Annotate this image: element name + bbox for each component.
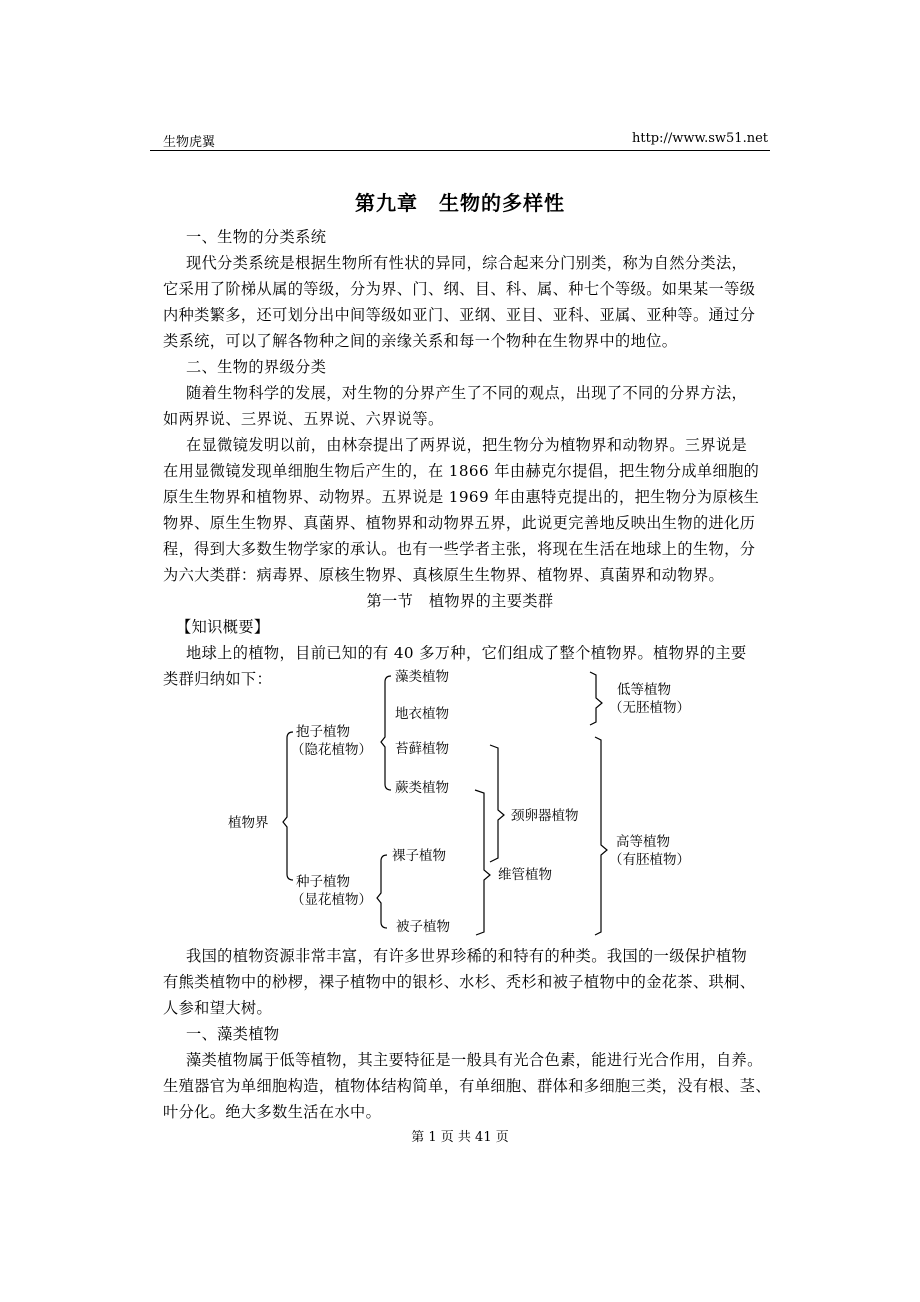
- node-vascular: 维管植物: [498, 867, 552, 883]
- text-line: 现代分类系统是根据生物所有性状的异同，综合起来分门别类，称为自然分类法，: [186, 254, 748, 272]
- text-line: 原生生物界和植物界、动物界。五界说是 1969 年由惠特克提出的，把生物分为原核生: [163, 488, 760, 506]
- bracket-archegoniate: [490, 745, 504, 862]
- node-archegoniate: 颈卵器植物: [511, 808, 579, 824]
- text-line: 有熊类植物中的桫椤，裸子植物中的银杉、水杉、秃杉和被子植物中的金花茶、珙桐、: [163, 973, 756, 991]
- page-footer: 第 1 页 共 41 页: [411, 1130, 509, 1145]
- text-line: 二、生物的界级分类: [186, 358, 327, 376]
- text-line: 生殖器官为单细胞构造，植物体结构简单，有单细胞、群体和多细胞三类，没有根、茎、: [163, 1077, 771, 1095]
- node-spore-plants: 抱子植物: [296, 724, 350, 740]
- brace-seed: [377, 855, 387, 928]
- text-line: 第一节 植物界的主要类群: [366, 592, 554, 610]
- brace-spore: [381, 676, 391, 790]
- node-higher-plants-alt: （有胚植物）: [609, 852, 690, 868]
- text-line: 物界、原生生物界、真菌界、植物界和动物界五界，此说更完善地反映出生物的进化历: [163, 514, 756, 532]
- text-line: 人参和望大树。: [163, 999, 273, 1017]
- text-line: 【知识概要】: [176, 618, 270, 636]
- node-spore-plants-alt: （隐花植物）: [291, 742, 372, 758]
- text-line: 藻类植物属于低等植物，其主要特征是一般具有光合色素，能进行光合作用，自养。: [186, 1051, 763, 1069]
- text-line: 在用显微镜发现单细胞生物后产生的，在 1866 年由赫克尔提倡，把生物分成单细胞的: [163, 462, 760, 480]
- text-line: 一、藻类植物: [186, 1025, 280, 1043]
- node-lichen: 地衣植物: [395, 706, 449, 722]
- text-line: 它采用了阶梯从属的等级，分为界、门、纲、目、科、属、种七个等级。如果某一等级: [163, 280, 756, 298]
- text-line: 如两界说、三界说、五界说、六界说等。: [163, 410, 444, 428]
- header-site-name: 生物虎翼: [163, 135, 216, 150]
- text-line: 在显微镜发明以前，由林奈提出了两界说，把生物分为植物界和动物界。三界说是: [186, 436, 748, 454]
- node-gymnosperm: 裸子植物: [392, 848, 446, 864]
- text-line: 为六大类群：病毒界、原核生物界、真核原生生物界、植物界、真菌界和动物界。: [163, 566, 725, 584]
- chapter-title: 第九章 生物的多样性: [355, 191, 565, 215]
- text-line: 随着生物科学的发展，对生物的分界产生了不同的观点，出现了不同的分界方法，: [186, 384, 748, 402]
- text-line: 内种类繁多，还可划分出中间等级如亚门、亚纲、亚目、亚科、亚属、亚种等。通过分: [163, 306, 756, 324]
- bracket-higher: [595, 737, 607, 935]
- text-line: 程，得到大多数生物学家的承认。也有一些学者主张，将现在生活在地球上的生物，分: [163, 540, 756, 558]
- text-line: 类系统，可以了解各物种之间的亲缘关系和每一个物种在生物界中的地位。: [163, 332, 678, 350]
- text-line: 一、生物的分类系统: [186, 228, 327, 246]
- node-lower-plants: 低等植物: [617, 682, 671, 698]
- node-plant-kingdom: 植物界: [228, 815, 269, 831]
- text-line: 我国的植物资源非常丰富，有许多世界珍稀的和特有的种类。我国的一级保护植物: [186, 947, 748, 965]
- text-line: 叶分化。绝大多数生活在水中。: [163, 1103, 382, 1121]
- node-angiosperm: 被子植物: [396, 919, 450, 935]
- node-fern: 蕨类植物: [395, 780, 449, 796]
- bracket-vascular: [475, 790, 490, 935]
- header-url[interactable]: http://www.sw51.net: [631, 131, 768, 146]
- node-seed-plants-alt: （显花植物）: [291, 892, 372, 908]
- text-line: 地球上的植物，目前已知的有 40 多万种，它们组成了整个植物界。植物界的主要: [186, 644, 747, 662]
- node-moss: 苔藓植物: [395, 741, 449, 757]
- text-line: 类群归纳如下：: [163, 670, 273, 688]
- node-lower-plants-alt: （无胚植物）: [609, 700, 690, 716]
- node-algae: 藻类植物: [395, 669, 449, 685]
- node-seed-plants: 种子植物: [296, 874, 350, 890]
- node-higher-plants: 高等植物: [616, 834, 670, 850]
